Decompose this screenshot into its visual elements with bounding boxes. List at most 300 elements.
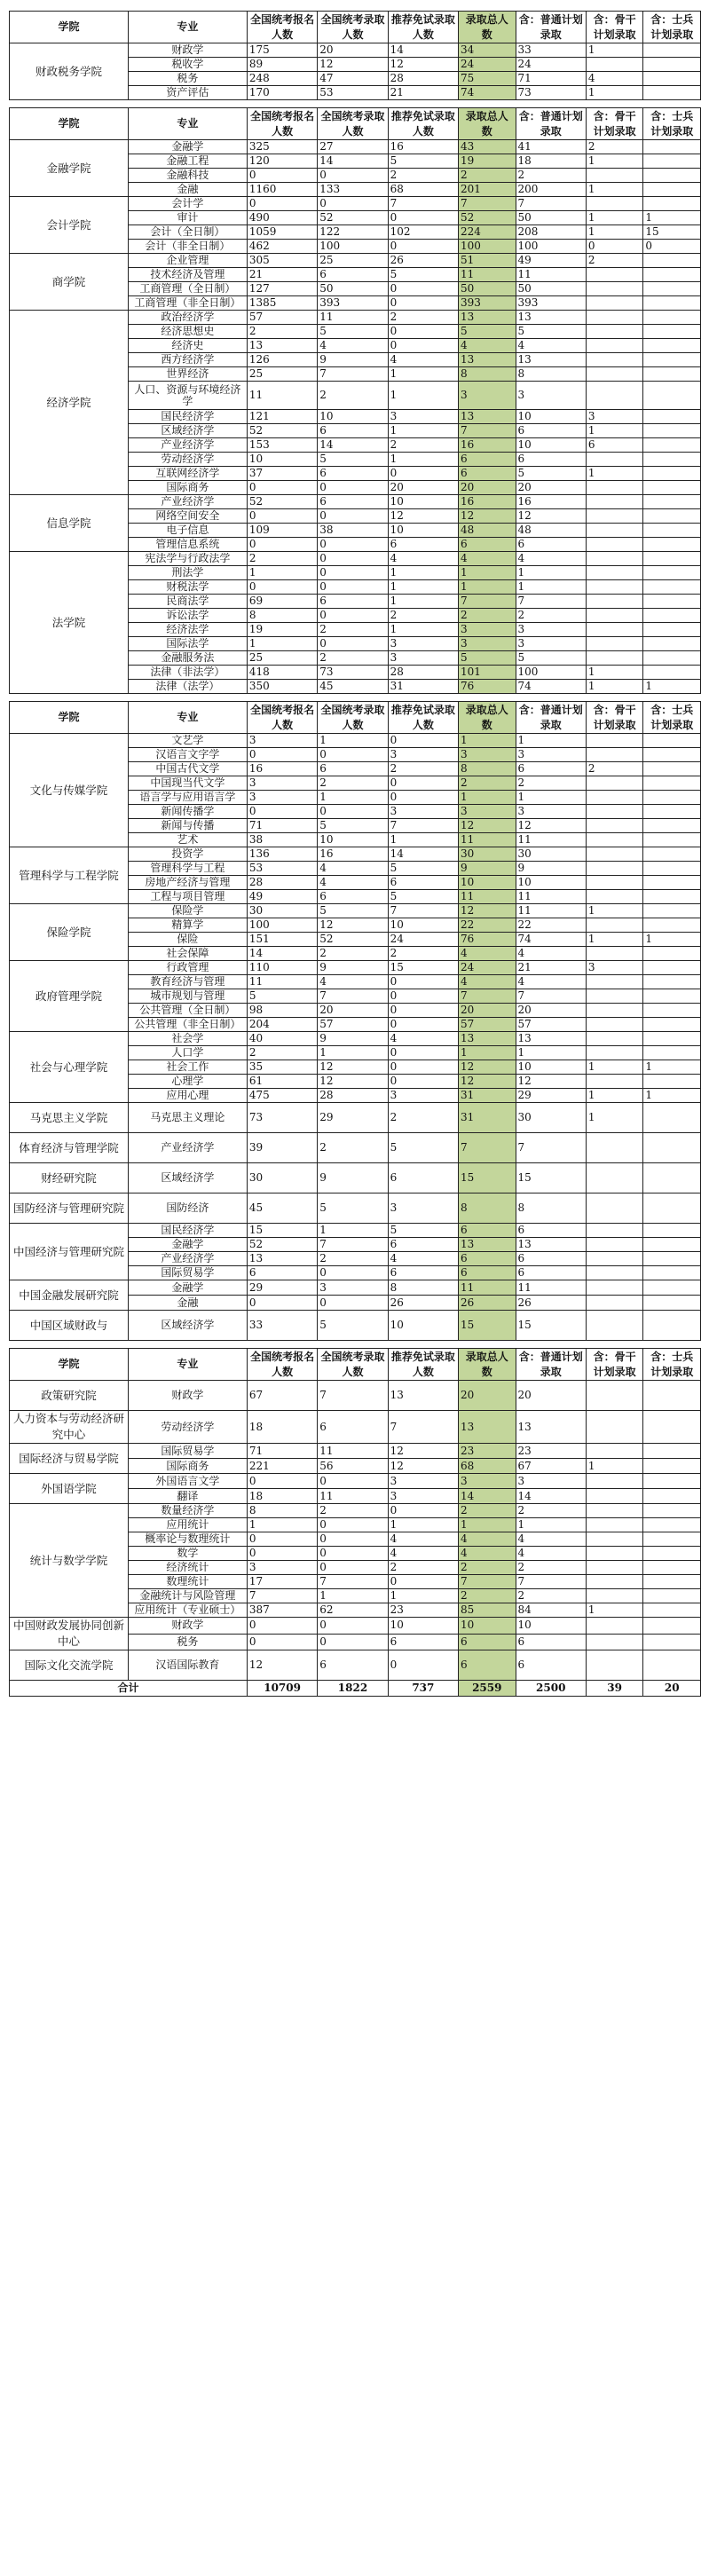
- value-cell: 1: [318, 1224, 388, 1238]
- admission-table: [9, 1348, 701, 1697]
- value-cell: 3: [459, 382, 516, 410]
- value-cell: 0: [388, 1018, 458, 1032]
- major-cell: 产业经济学: [128, 1252, 247, 1266]
- value-cell: [586, 1266, 643, 1280]
- value-cell: 11: [516, 268, 586, 282]
- value-cell: 16: [516, 495, 586, 509]
- value-cell: [586, 1163, 643, 1193]
- value-cell: 14: [516, 1489, 586, 1504]
- column-header: 含：士兵计划录取: [643, 108, 701, 140]
- major-cell: 国民经济学: [128, 1224, 247, 1238]
- value-cell: 175: [247, 43, 317, 58]
- value-cell: [586, 819, 643, 833]
- value-cell: [643, 609, 701, 623]
- value-cell: 8: [516, 367, 586, 382]
- table-row: [10, 311, 701, 325]
- value-cell: 76: [459, 680, 516, 694]
- value-cell: 24: [459, 58, 516, 72]
- value-cell: 19: [247, 623, 317, 637]
- value-cell: 1: [643, 680, 701, 694]
- value-cell: 39: [247, 1133, 317, 1163]
- value-cell: 1: [388, 580, 458, 595]
- value-cell: 7: [516, 1133, 586, 1163]
- value-cell: [586, 1650, 643, 1681]
- major-cell: 保险学: [128, 904, 247, 918]
- value-cell: 71: [247, 1444, 317, 1459]
- major-cell: 行政管理: [128, 961, 247, 975]
- value-cell: 35: [247, 1060, 317, 1075]
- value-cell: 1: [586, 424, 643, 438]
- major-cell: 社会学: [128, 1032, 247, 1046]
- major-cell: 劳动经济学: [128, 1411, 247, 1444]
- major-cell: 区域经济学: [128, 1311, 247, 1341]
- value-cell: 8: [247, 1504, 317, 1518]
- value-cell: 3: [516, 805, 586, 819]
- total-value-cell: 39: [586, 1681, 643, 1697]
- value-cell: [643, 1032, 701, 1046]
- value-cell: 3: [388, 805, 458, 819]
- major-cell: 财政学: [128, 43, 247, 58]
- value-cell: 45: [318, 680, 388, 694]
- value-cell: 30: [247, 1163, 317, 1193]
- major-cell: 新闻传播学: [128, 805, 247, 819]
- value-cell: 76: [459, 933, 516, 947]
- value-cell: 1: [643, 1089, 701, 1103]
- value-cell: [586, 552, 643, 566]
- value-cell: 7: [516, 197, 586, 211]
- value-cell: 74: [516, 933, 586, 947]
- value-cell: [586, 1411, 643, 1444]
- value-cell: 26: [459, 1296, 516, 1311]
- value-cell: 2: [388, 762, 458, 776]
- value-cell: 6: [318, 890, 388, 904]
- value-cell: 1: [388, 367, 458, 382]
- value-cell: [643, 791, 701, 805]
- table-row: [10, 1444, 701, 1459]
- value-cell: 1: [388, 623, 458, 637]
- value-cell: 8: [516, 1193, 586, 1224]
- value-cell: [586, 325, 643, 339]
- column-header: 全国统考报名人数: [247, 108, 317, 140]
- value-cell: 6: [318, 595, 388, 609]
- value-cell: 1: [247, 637, 317, 651]
- value-cell: [643, 268, 701, 282]
- value-cell: 4: [516, 1547, 586, 1561]
- value-cell: 25: [318, 254, 388, 268]
- major-cell: 诉讼法学: [128, 609, 247, 623]
- value-cell: 6: [516, 424, 586, 438]
- value-cell: 5: [388, 268, 458, 282]
- value-cell: 21: [516, 961, 586, 975]
- value-cell: 29: [247, 1280, 317, 1296]
- major-cell: 概率论与数理统计: [128, 1532, 247, 1547]
- value-cell: 23: [388, 1603, 458, 1618]
- college-cell: 政府管理学院: [10, 961, 129, 1032]
- value-cell: [586, 1018, 643, 1032]
- value-cell: [586, 791, 643, 805]
- value-cell: [643, 424, 701, 438]
- column-header: 学院: [10, 702, 129, 734]
- value-cell: 57: [516, 1018, 586, 1032]
- value-cell: 1: [388, 833, 458, 847]
- table-row: [10, 1618, 701, 1635]
- column-header: 录取总人数: [459, 702, 516, 734]
- value-cell: [586, 876, 643, 890]
- value-cell: 0: [388, 296, 458, 311]
- value-cell: 2: [388, 947, 458, 961]
- value-cell: 2: [459, 609, 516, 623]
- value-cell: [643, 353, 701, 367]
- value-cell: [586, 197, 643, 211]
- value-cell: 10: [459, 1618, 516, 1635]
- value-cell: 41: [516, 140, 586, 154]
- column-header: 全国统考录取人数: [318, 108, 388, 140]
- value-cell: [643, 197, 701, 211]
- value-cell: 5: [318, 1311, 388, 1341]
- value-cell: [643, 1075, 701, 1089]
- header-row: [10, 12, 701, 43]
- value-cell: 1: [516, 580, 586, 595]
- value-cell: 1: [516, 734, 586, 748]
- value-cell: 1: [643, 933, 701, 947]
- value-cell: 10: [516, 410, 586, 424]
- major-cell: 新闻与传播: [128, 819, 247, 833]
- college-cell: 法学院: [10, 552, 129, 694]
- major-cell: 汉语国际教育: [128, 1650, 247, 1681]
- value-cell: [586, 481, 643, 495]
- value-cell: 3: [516, 637, 586, 651]
- value-cell: 3: [516, 382, 586, 410]
- college-cell: 金融学院: [10, 140, 129, 197]
- value-cell: [586, 1547, 643, 1561]
- value-cell: [586, 637, 643, 651]
- value-cell: 3: [388, 410, 458, 424]
- value-cell: 2: [516, 776, 586, 791]
- major-cell: 教育经济与管理: [128, 975, 247, 989]
- value-cell: 6: [388, 1238, 458, 1252]
- value-cell: 62: [318, 1603, 388, 1618]
- table-row: [10, 1193, 701, 1224]
- value-cell: 5: [318, 1193, 388, 1224]
- major-cell: 世界经济: [128, 367, 247, 382]
- value-cell: 0: [388, 1504, 458, 1518]
- value-cell: 0: [247, 509, 317, 524]
- value-cell: 30: [459, 847, 516, 862]
- value-cell: 4: [318, 862, 388, 876]
- value-cell: [643, 833, 701, 847]
- value-cell: 51: [459, 254, 516, 268]
- value-cell: 20: [516, 1381, 586, 1411]
- value-cell: [586, 776, 643, 791]
- value-cell: 9: [318, 961, 388, 975]
- value-cell: 12: [388, 58, 458, 72]
- value-cell: 10: [247, 453, 317, 467]
- value-cell: 26: [388, 1296, 458, 1311]
- table-row: [10, 1311, 701, 1341]
- value-cell: 37: [247, 467, 317, 481]
- value-cell: 9: [318, 353, 388, 367]
- value-cell: 1: [388, 382, 458, 410]
- column-header: 含：士兵计划录取: [643, 12, 701, 43]
- value-cell: 21: [247, 268, 317, 282]
- value-cell: 13: [459, 410, 516, 424]
- value-cell: 1: [388, 566, 458, 580]
- value-cell: 6: [516, 1650, 586, 1681]
- value-cell: [586, 1252, 643, 1266]
- column-header: 专业: [128, 12, 247, 43]
- value-cell: 393: [318, 296, 388, 311]
- value-cell: 2: [318, 623, 388, 637]
- value-cell: 6: [459, 1224, 516, 1238]
- value-cell: 0: [247, 805, 317, 819]
- value-cell: [643, 1163, 701, 1193]
- major-cell: 产业经济学: [128, 1133, 247, 1163]
- value-cell: 34: [459, 43, 516, 58]
- value-cell: [643, 1004, 701, 1018]
- major-cell: 艺术: [128, 833, 247, 847]
- value-cell: 0: [318, 748, 388, 762]
- column-header: 学院: [10, 12, 129, 43]
- value-cell: 5: [388, 1224, 458, 1238]
- value-cell: 4: [586, 72, 643, 86]
- value-cell: 0: [247, 1547, 317, 1561]
- value-cell: 0: [318, 1532, 388, 1547]
- value-cell: 208: [516, 225, 586, 240]
- value-cell: 1: [586, 1060, 643, 1075]
- value-cell: 12: [459, 509, 516, 524]
- major-cell: 数理统计: [128, 1575, 247, 1589]
- value-cell: 4: [459, 1547, 516, 1561]
- major-cell: 金融: [128, 183, 247, 197]
- value-cell: [586, 1618, 643, 1635]
- value-cell: [586, 1311, 643, 1341]
- value-cell: 7: [247, 1589, 317, 1603]
- value-cell: 9: [516, 862, 586, 876]
- value-cell: 7: [459, 197, 516, 211]
- value-cell: [643, 947, 701, 961]
- total-value-cell: 2559: [459, 1681, 516, 1697]
- table-row: [10, 961, 701, 975]
- value-cell: [643, 438, 701, 453]
- major-cell: 社会保障: [128, 947, 247, 961]
- value-cell: [643, 1224, 701, 1238]
- value-cell: [643, 1489, 701, 1504]
- major-cell: 金融学: [128, 1280, 247, 1296]
- value-cell: 109: [247, 524, 317, 538]
- value-cell: 0: [318, 580, 388, 595]
- value-cell: [643, 467, 701, 481]
- value-cell: 2: [247, 1046, 317, 1060]
- table-row: [10, 734, 701, 748]
- column-header: 全国统考报名人数: [247, 702, 317, 734]
- value-cell: 6: [516, 1634, 586, 1650]
- value-cell: [643, 805, 701, 819]
- college-cell: 马克思主义学院: [10, 1103, 129, 1133]
- value-cell: 100: [459, 240, 516, 254]
- major-cell: 会计学: [128, 197, 247, 211]
- major-cell: 财政学: [128, 1381, 247, 1411]
- value-cell: 14: [459, 1489, 516, 1504]
- value-cell: 10: [318, 833, 388, 847]
- value-cell: 462: [247, 240, 317, 254]
- major-cell: 产业经济学: [128, 495, 247, 509]
- value-cell: 50: [516, 211, 586, 225]
- value-cell: 68: [459, 1459, 516, 1474]
- value-cell: [586, 1381, 643, 1411]
- value-cell: [643, 382, 701, 410]
- major-cell: 语言学与应用语言学: [128, 791, 247, 805]
- value-cell: 23: [516, 1444, 586, 1459]
- value-cell: 6: [247, 1266, 317, 1280]
- value-cell: 3: [459, 805, 516, 819]
- value-cell: 133: [318, 183, 388, 197]
- value-cell: 38: [318, 524, 388, 538]
- value-cell: 325: [247, 140, 317, 154]
- value-cell: 18: [247, 1489, 317, 1504]
- value-cell: 4: [388, 1032, 458, 1046]
- major-cell: 金融科技: [128, 169, 247, 183]
- value-cell: 1385: [247, 296, 317, 311]
- value-cell: [643, 904, 701, 918]
- value-cell: [643, 1547, 701, 1561]
- value-cell: 2: [247, 552, 317, 566]
- value-cell: [643, 1444, 701, 1459]
- value-cell: [586, 651, 643, 666]
- table-row: [10, 847, 701, 862]
- value-cell: 0: [318, 1634, 388, 1650]
- value-cell: 1: [318, 1589, 388, 1603]
- table-row: [10, 904, 701, 918]
- value-cell: [586, 1532, 643, 1547]
- value-cell: 7: [459, 424, 516, 438]
- value-cell: 1: [459, 791, 516, 805]
- value-cell: 11: [318, 1444, 388, 1459]
- major-cell: 经济思想史: [128, 325, 247, 339]
- value-cell: 6: [388, 1163, 458, 1193]
- value-cell: 18: [516, 154, 586, 169]
- table-row: [10, 1103, 701, 1133]
- major-cell: 金融学: [128, 1238, 247, 1252]
- value-cell: 0: [318, 637, 388, 651]
- value-cell: 4: [516, 339, 586, 353]
- value-cell: 75: [459, 72, 516, 86]
- value-cell: 0: [247, 1618, 317, 1635]
- value-cell: 2: [318, 947, 388, 961]
- value-cell: 153: [247, 438, 317, 453]
- value-cell: 2: [516, 1589, 586, 1603]
- table-row: [10, 1163, 701, 1193]
- value-cell: [643, 748, 701, 762]
- value-cell: [586, 595, 643, 609]
- value-cell: 6: [586, 438, 643, 453]
- value-cell: 5: [247, 989, 317, 1004]
- value-cell: [586, 1474, 643, 1489]
- value-cell: 100: [318, 240, 388, 254]
- value-cell: 2: [459, 1504, 516, 1518]
- value-cell: 10: [388, 495, 458, 509]
- value-cell: 3: [318, 1280, 388, 1296]
- value-cell: 2: [388, 311, 458, 325]
- value-cell: 4: [459, 552, 516, 566]
- value-cell: 11: [247, 382, 317, 410]
- value-cell: 2: [247, 325, 317, 339]
- value-cell: [643, 367, 701, 382]
- value-cell: 1: [586, 43, 643, 58]
- column-header: 全国统考录取人数: [318, 702, 388, 734]
- value-cell: 30: [247, 904, 317, 918]
- major-cell: 国际商务: [128, 1459, 247, 1474]
- value-cell: 0: [388, 975, 458, 989]
- value-cell: [643, 1589, 701, 1603]
- value-cell: [643, 890, 701, 904]
- value-cell: 12: [459, 904, 516, 918]
- value-cell: 29: [516, 1089, 586, 1103]
- college-cell: 文化与传媒学院: [10, 734, 129, 847]
- value-cell: 13: [459, 1032, 516, 1046]
- value-cell: 5: [459, 651, 516, 666]
- value-cell: [586, 382, 643, 410]
- value-cell: 52: [247, 424, 317, 438]
- value-cell: 45: [247, 1193, 317, 1224]
- column-header: 学院: [10, 1349, 129, 1381]
- value-cell: [586, 748, 643, 762]
- value-cell: 50: [459, 282, 516, 296]
- college-cell: 人力资本与劳动经济研究中心: [10, 1411, 129, 1444]
- value-cell: 2: [318, 1252, 388, 1266]
- table-row: [10, 495, 701, 509]
- value-cell: 1: [459, 1046, 516, 1060]
- table-row: [10, 1280, 701, 1296]
- value-cell: 53: [247, 862, 317, 876]
- college-cell: 中国经济与管理研究院: [10, 1224, 129, 1280]
- value-cell: 1: [586, 211, 643, 225]
- value-cell: 0: [388, 1650, 458, 1681]
- value-cell: 3: [586, 961, 643, 975]
- column-header: 推荐免试录取人数: [388, 108, 458, 140]
- value-cell: 5: [318, 325, 388, 339]
- column-header: 录取总人数: [459, 108, 516, 140]
- table-row: [10, 1224, 701, 1238]
- total-value-cell: 20: [643, 1681, 701, 1697]
- value-cell: [643, 1266, 701, 1280]
- value-cell: 2: [459, 776, 516, 791]
- value-cell: 6: [459, 467, 516, 481]
- value-cell: 12: [247, 1650, 317, 1681]
- value-cell: 0: [388, 467, 458, 481]
- value-cell: 38: [247, 833, 317, 847]
- value-cell: [643, 566, 701, 580]
- value-cell: 98: [247, 1004, 317, 1018]
- table-row: [10, 552, 701, 566]
- value-cell: [643, 552, 701, 566]
- value-cell: 0: [388, 339, 458, 353]
- value-cell: 9: [459, 862, 516, 876]
- value-cell: 11: [247, 975, 317, 989]
- value-cell: 6: [459, 453, 516, 467]
- value-cell: 16: [388, 140, 458, 154]
- value-cell: 0: [388, 1060, 458, 1075]
- value-cell: [643, 1603, 701, 1618]
- value-cell: 2: [459, 1589, 516, 1603]
- major-cell: 经济统计: [128, 1561, 247, 1575]
- major-cell: 资产评估: [128, 86, 247, 100]
- major-cell: 工程与项目管理: [128, 890, 247, 904]
- value-cell: [586, 1296, 643, 1311]
- value-cell: 53: [318, 86, 388, 100]
- value-cell: 20: [516, 481, 586, 495]
- value-cell: 7: [388, 197, 458, 211]
- value-cell: 6: [318, 424, 388, 438]
